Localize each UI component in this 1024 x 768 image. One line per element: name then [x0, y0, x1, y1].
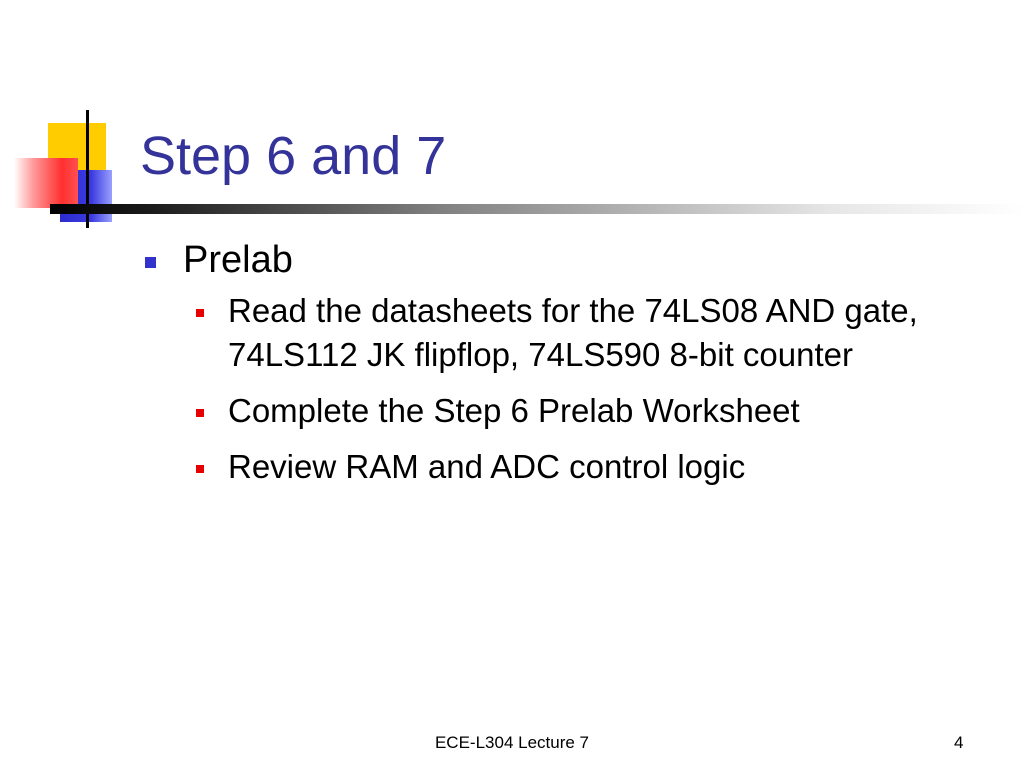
bullet-text: Prelab	[183, 239, 293, 281]
square-bullet-icon	[196, 465, 204, 473]
sub-bullet-item	[184, 389, 1000, 433]
square-bullet-icon	[145, 257, 156, 268]
sub-bullet-item	[184, 445, 1000, 489]
sub-bullet-text: Read the datasheets for the 74LS08 AND gate, 74LS112 JK flipflop, 74LS590 8-bit counter	[228, 292, 918, 373]
sub-bullet-list	[140, 289, 1000, 489]
square-bullet-icon	[196, 309, 204, 317]
sub-bullet-text: Review RAM and ADC control logic	[228, 448, 746, 485]
slide-body	[140, 235, 1000, 501]
title-underline-rule	[50, 204, 1024, 214]
bullet-item	[140, 235, 1000, 285]
footer-text: ECE-L304 Lecture 7	[434, 733, 590, 752]
square-bullet-icon	[196, 409, 204, 417]
page-number: 4	[954, 733, 964, 752]
sub-bullet-item	[184, 289, 1000, 377]
slide-title: Step 6 and 7	[140, 126, 447, 186]
red-square-decoration	[14, 158, 78, 208]
sub-bullet-text: Complete the Step 6 Prelab Worksheet	[228, 392, 800, 429]
